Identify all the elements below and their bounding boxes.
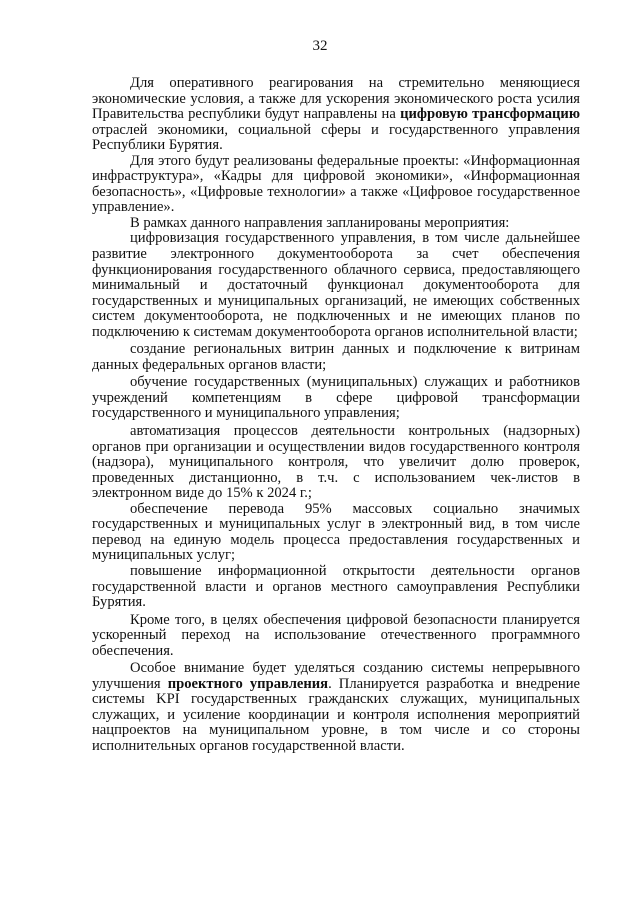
paragraph-text: Для этого будут реализованы федеральные проекты: «Информационная инфраструктура», «Кадры для цифровой экономики», «Информационная безопасность», «Цифровые технологии» а также «Цифровое государственное управление».	[92, 152, 580, 216]
bold-term-digital-transformation: цифровую трансформацию	[400, 106, 580, 123]
paragraph-text: Кроме того, в целях обеспечения цифровой безопасности планируется ускоренный переход на использование отечественного программного обеспечения.	[92, 611, 580, 659]
list-item-text: повышение информационной открытости деятельности органов государственной власти и органов местного самоуправления Республики Бурятия.	[92, 562, 580, 611]
list-item-text: цифровизация государственного управления, в том числе дальнейшее развитие электронного документооборота за счет обеспечения функционирования государственного облачного сервиса, предоставляющего минимальный и достаточный функционал документооборота для государственных и муниципальных организаций, не имеющих собственных систем документооборота, не подключенных и не имеющих планов по подключению к системам документооборота органов исполнительной власти;	[92, 230, 580, 340]
list-item-text: создание региональных витрин данных и подключение к витринам данных федеральных органов власти;	[92, 341, 580, 373]
list-item-digitalization	[92, 231, 580, 340]
paragraph-text: отраслей экономики, социальной сферы и государственного управления Республики Бурятия.	[92, 121, 580, 154]
paragraph-text: . Планируется разработка и внедрение системы KPI государственных гражданских служащих, муниципальных служащих, и усиление координации и контроля исполнения мероприятий нацпроектов на муниципальном уровне, в том числе и со стороны исполнительных органов государственной власти.	[92, 675, 580, 754]
paragraph-federal-projects	[92, 154, 580, 216]
list-item-automation	[92, 424, 580, 502]
list-item-training	[92, 375, 580, 422]
paragraph-project-management	[92, 661, 580, 754]
list-item-text: автоматизация процессов деятельности контрольных (надзорных) органов при организации и осуществлении видов государственного контроля (надзора), муниципального контроля, что увеличит долю проверок, проведенных дистанционно, в т.ч. с использованием чек-листов в электронном виде до 15% к 2024 г.;	[92, 423, 580, 502]
bold-term-project-management: проектного управления	[167, 675, 329, 692]
paragraph-text: Особое внимание будет уделяться созданию системы непрерывного улучшения	[92, 660, 580, 692]
list-item-e-services	[92, 502, 580, 564]
paragraph-digital-transformation	[92, 76, 580, 154]
list-item-text: обеспечение перевода 95% массовых социально значимых государственных и муниципальных услуг в электронный вид, в том числе перевод на единую модель процесса предоставления государственных и муниципальных услуг;	[92, 500, 580, 564]
list-item-data-showcases	[92, 342, 580, 373]
list-item-openness	[92, 564, 580, 611]
document-body	[92, 76, 580, 755]
paragraph-text: Для оперативного реагирования на стремительно меняющиеся экономические условия, а также для ускорения экономического роста усилия Правительства республики будут направлены на	[92, 75, 580, 123]
page-number: 32	[312, 38, 328, 54]
list-item-text: обучение государственных (муниципальных) служащих и работников учреждений компетенциям в сфере цифровой трансформации государственного и муниципального управления;	[92, 374, 580, 422]
paragraph-planned-measures-intro	[92, 216, 580, 232]
paragraph-text: В рамках данного направления запланированы мероприятия:	[130, 214, 510, 231]
paragraph-cyber-security	[92, 613, 580, 660]
